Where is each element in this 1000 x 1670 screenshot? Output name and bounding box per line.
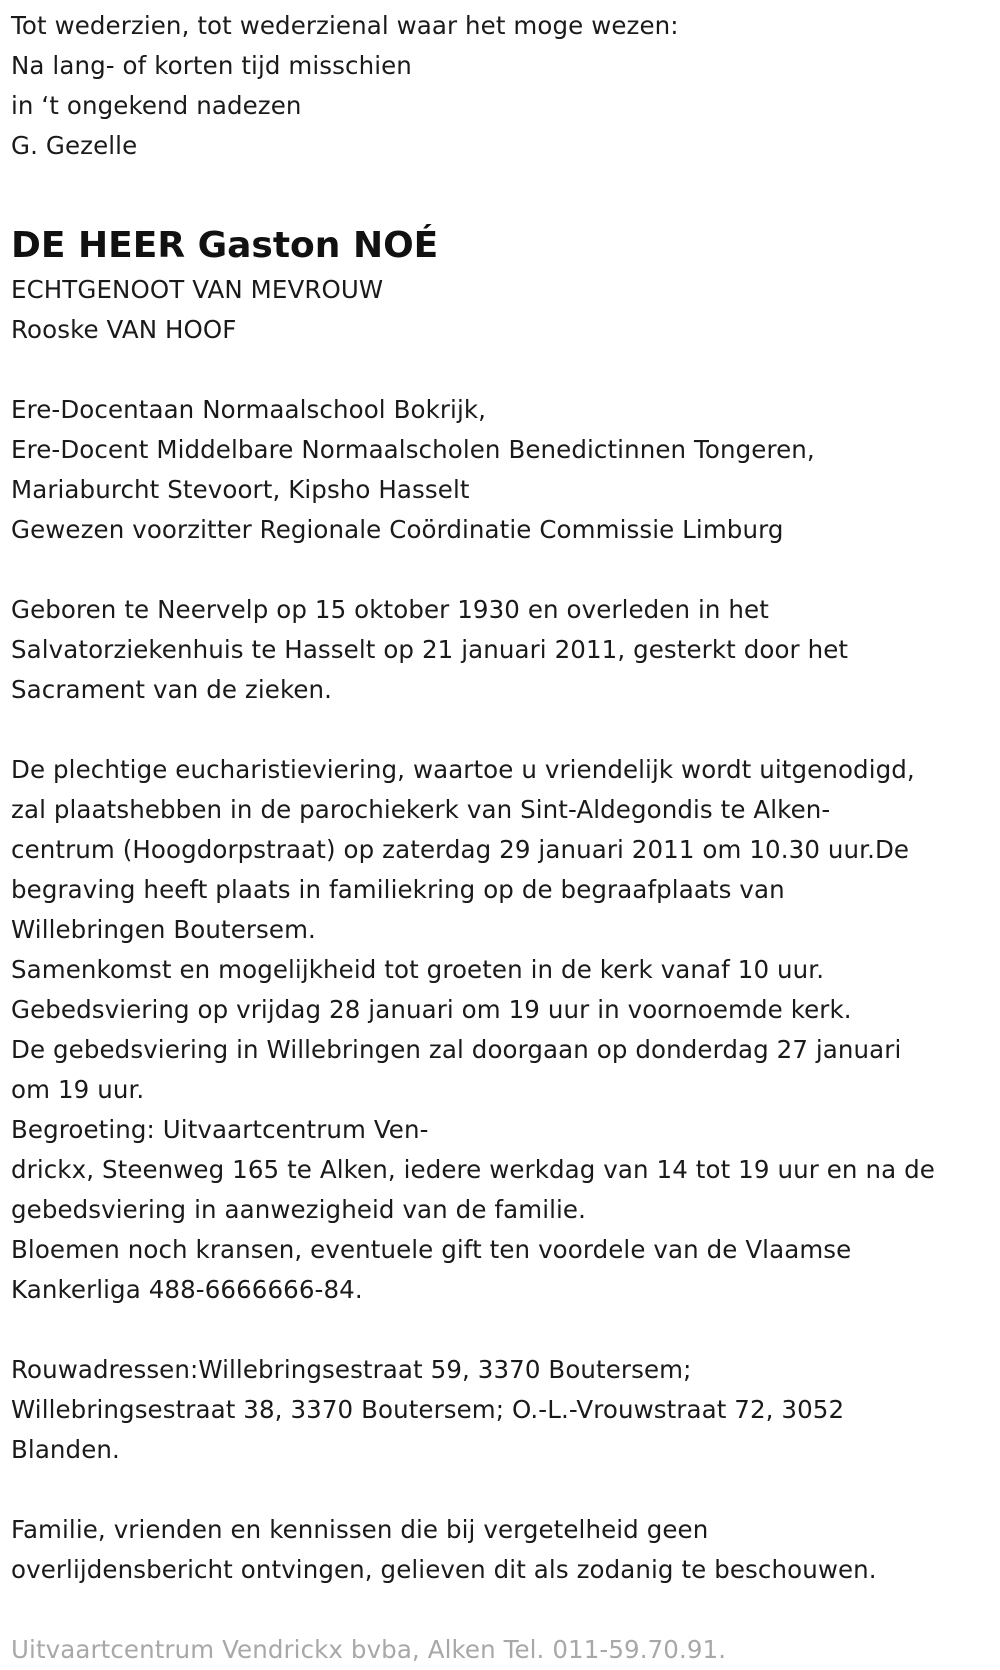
death-notice [11,6,991,1670]
titles-block [11,390,991,550]
birth-death-line: Geboren te Neervelp op 15 oktober 1930 en overleden in het [11,595,769,624]
title-line: Mariaburcht Stevoort, Kipsho Hasselt [11,475,470,504]
poem-author: G. Gezelle [11,131,138,160]
addresses-block [11,1350,991,1470]
title-line: Ere-Docentaan Normaalschool Bokrijk, [11,395,487,424]
poem-line: in ‘t ongekend nadezen [11,91,302,120]
address-line: Blanden. [11,1435,120,1464]
spouse-block [11,270,991,350]
ceremony-block [11,750,991,1310]
spacer [11,1310,991,1350]
poem-line: Tot wederzien, tot wederzienal waar het moge wezen: [11,11,679,40]
birth-death-line: Salvatorziekenhuis te Hasselt op 21 januari 2011, gesterkt door het [11,635,849,664]
poem-line: Na lang- of korten tijd misschien [11,51,412,80]
spouse-name: Rooske VAN HOOF [11,315,237,344]
poem-block [11,6,991,166]
ceremony-line: Bloemen noch kransen, eventuele gift ten voordele van de Vlaamse [11,1235,852,1264]
ceremony-line: centrum (Hoogdorpstraat) op zaterdag 29 januari 2011 om 10.30 uur.De [11,835,910,864]
closing-line: overlijdensbericht ontvingen, gelieven dit als zodanig te beschouwen. [11,1555,877,1584]
birth-death-block [11,590,991,710]
birth-death-line: Sacrament van de zieken. [11,675,333,704]
title-line: Ere-Docent Middelbare Normaalscholen Benedictinnen Tongeren, [11,435,815,464]
spacer [11,1470,991,1510]
ceremony-line: Gebedsviering op vrijdag 28 januari om 19 uur in voornoemde kerk. [11,995,852,1024]
ceremony-line: zal plaatshebben in de parochiekerk van Sint-Aldegondis te Alken- [11,795,831,824]
ceremony-line: De gebedsviering in Willebringen zal doorgaan op donderdag 27 januari [11,1035,902,1064]
ceremony-line: De plechtige eucharistieviering, waartoe u vriendelijk wordt uitgenodigd, [11,755,915,784]
closing-block [11,1510,991,1590]
address-line: Willebringsestraat 38, 3370 Boutersem; O.-L.-Vrouwstraat 72, 3052 [11,1395,845,1424]
closing-line: Familie, vrienden en kennissen die bij vergetelheid geen [11,1515,709,1544]
ceremony-line: gebedsviering in aanwezigheid van de familie. [11,1195,586,1224]
spacer [11,710,991,750]
address-line: Rouwadressen:Willebringsestraat 59, 3370 Boutersem; [11,1355,692,1384]
ceremony-line: drickx, Steenweg 165 te Alken, iedere werkdag van 14 tot 19 uur en na de [11,1155,935,1184]
ceremony-line: begraving heeft plaats in familiekring op de begraafplaats van [11,875,785,904]
title-line: Gewezen voorzitter Regionale Coördinatie Commissie Limburg [11,515,784,544]
ceremony-line: Begroeting: Uitvaartcentrum Ven- [11,1115,429,1144]
ceremony-line: om 19 uur. [11,1075,145,1104]
ceremony-line: Kankerliga 488-6666666-84. [11,1275,363,1304]
spacer [11,1590,991,1630]
spacer [11,350,991,390]
spouse-line: ECHTGENOOT VAN MEVROUW [11,275,384,304]
deceased-name: DE HEER Gaston NOÉ [11,225,439,266]
ceremony-line: Willebringen Boutersem. [11,915,316,944]
spacer [11,550,991,590]
ceremony-line: Samenkomst en mogelijkheid tot groeten in de kerk vanaf 10 uur. [11,955,825,984]
funeral-home-footer: Uitvaartcentrum Vendrickx bvba, Alken Tel. 011-59.70.91. [11,1635,727,1664]
